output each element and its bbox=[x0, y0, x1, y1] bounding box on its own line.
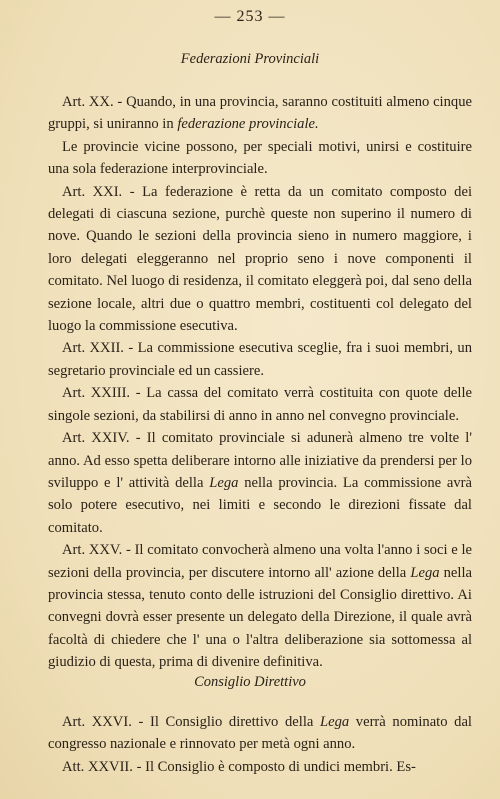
article-paragraph bbox=[48, 181, 472, 338]
article-text: - Il comitato convocherà almeno una volta l'anno i soci e le sezioni della provincia, per discutere intorno all' azione della bbox=[48, 542, 472, 581]
article-paragraph bbox=[48, 756, 472, 778]
article-text: - La federazione è retta da un comitato composto dei delegati di ciascuna sezione, purchè queste non superino il numero di nove. Quando le sezioni della provincia sieno in numero maggiore, i loro delegati eleggeranno nel proprio seno i nove componenti il comitato. Nel luogo di residenza, il comitato eleggerà poi, dal seno della sezione locale, altri due o quattro membri, costituenti col delegato del luogo la commissione esecutiva. bbox=[48, 183, 472, 335]
section-consiglio-body bbox=[48, 711, 472, 778]
article-paragraph bbox=[48, 136, 472, 181]
article-number: Art. XXVI. bbox=[62, 714, 132, 730]
article-text: - La cassa del comitato verrà costituita con quote delle singole sezioni, da stabilirsi di anno in anno nel convegno provinciale. bbox=[48, 385, 472, 424]
article-number: Art. XXV. bbox=[62, 542, 123, 559]
article-paragraph bbox=[48, 91, 472, 136]
article-text: - Il Consiglio è composto di undici membri. Es- bbox=[132, 758, 416, 775]
article-text-after: verrà nominato dal congresso nazionale e rinnovato per metà ogni anno. bbox=[48, 714, 472, 753]
article-number: Art. XXII. bbox=[62, 340, 124, 357]
article-emphasis: Lega bbox=[410, 564, 440, 581]
article-text: - Quando, in una provincia, saranno costituiti almeno cinque gruppi, si uniranno in bbox=[48, 94, 472, 133]
section-heading-consiglio: Consiglio Direttivo bbox=[194, 674, 306, 690]
article-number: Art. XX. bbox=[62, 94, 114, 110]
article-emphasis: federazione provinciale. bbox=[177, 116, 319, 133]
article-number: Att. XXVII. bbox=[62, 758, 133, 775]
article-emphasis: Lega bbox=[209, 474, 239, 491]
article-number: Art. XXIII. bbox=[62, 385, 131, 402]
article-text: - La commissione esecutiva sceglie, fra i suoi membri, un segretario provinciale ed un cassiere. bbox=[48, 340, 472, 379]
article-number: Art. XXI. bbox=[62, 183, 123, 200]
section-federazioni-body bbox=[48, 91, 472, 674]
article-text: - Il Consiglio direttivo della bbox=[131, 714, 320, 730]
article-number: Art. XXIV. bbox=[62, 430, 130, 447]
article-emphasis: Lega bbox=[319, 714, 350, 730]
article-text: - Il comitato provinciale si adunerà almeno tre volte l' anno. Ad esso spetta deliberare intorno alle iniziative da prendersi per lo sviluppo e l' attività della bbox=[48, 430, 472, 491]
article-paragraph bbox=[48, 711, 472, 756]
page-number: — 253 — bbox=[214, 8, 286, 25]
article-paragraph bbox=[48, 337, 472, 382]
article-paragraph bbox=[48, 427, 472, 539]
section-heading-federazioni: Federazioni Provinciali bbox=[180, 51, 320, 67]
article-paragraph bbox=[48, 539, 472, 673]
article-text: Le provincie vicine possono, per speciali motivi, unirsi e costituire una sola federazione interprovinciale. bbox=[48, 138, 472, 178]
article-paragraph bbox=[48, 382, 472, 427]
article-text-after: nella provincia stessa, tenuto conto delle istruzioni del Consiglio direttivo. Ai convegni dovrà esser presente un delegato della Direzione, il quale avrà facoltà di chiedere che l' una o l'altra deliberazione sia sottomessa al giudizio di questa, prima di divenire definitiva. bbox=[48, 564, 472, 671]
article-text-after: nella provincia. La commissione avrà solo potere esecutivo, nei limiti e secondo le direzioni fissate dal comitato. bbox=[48, 474, 472, 536]
